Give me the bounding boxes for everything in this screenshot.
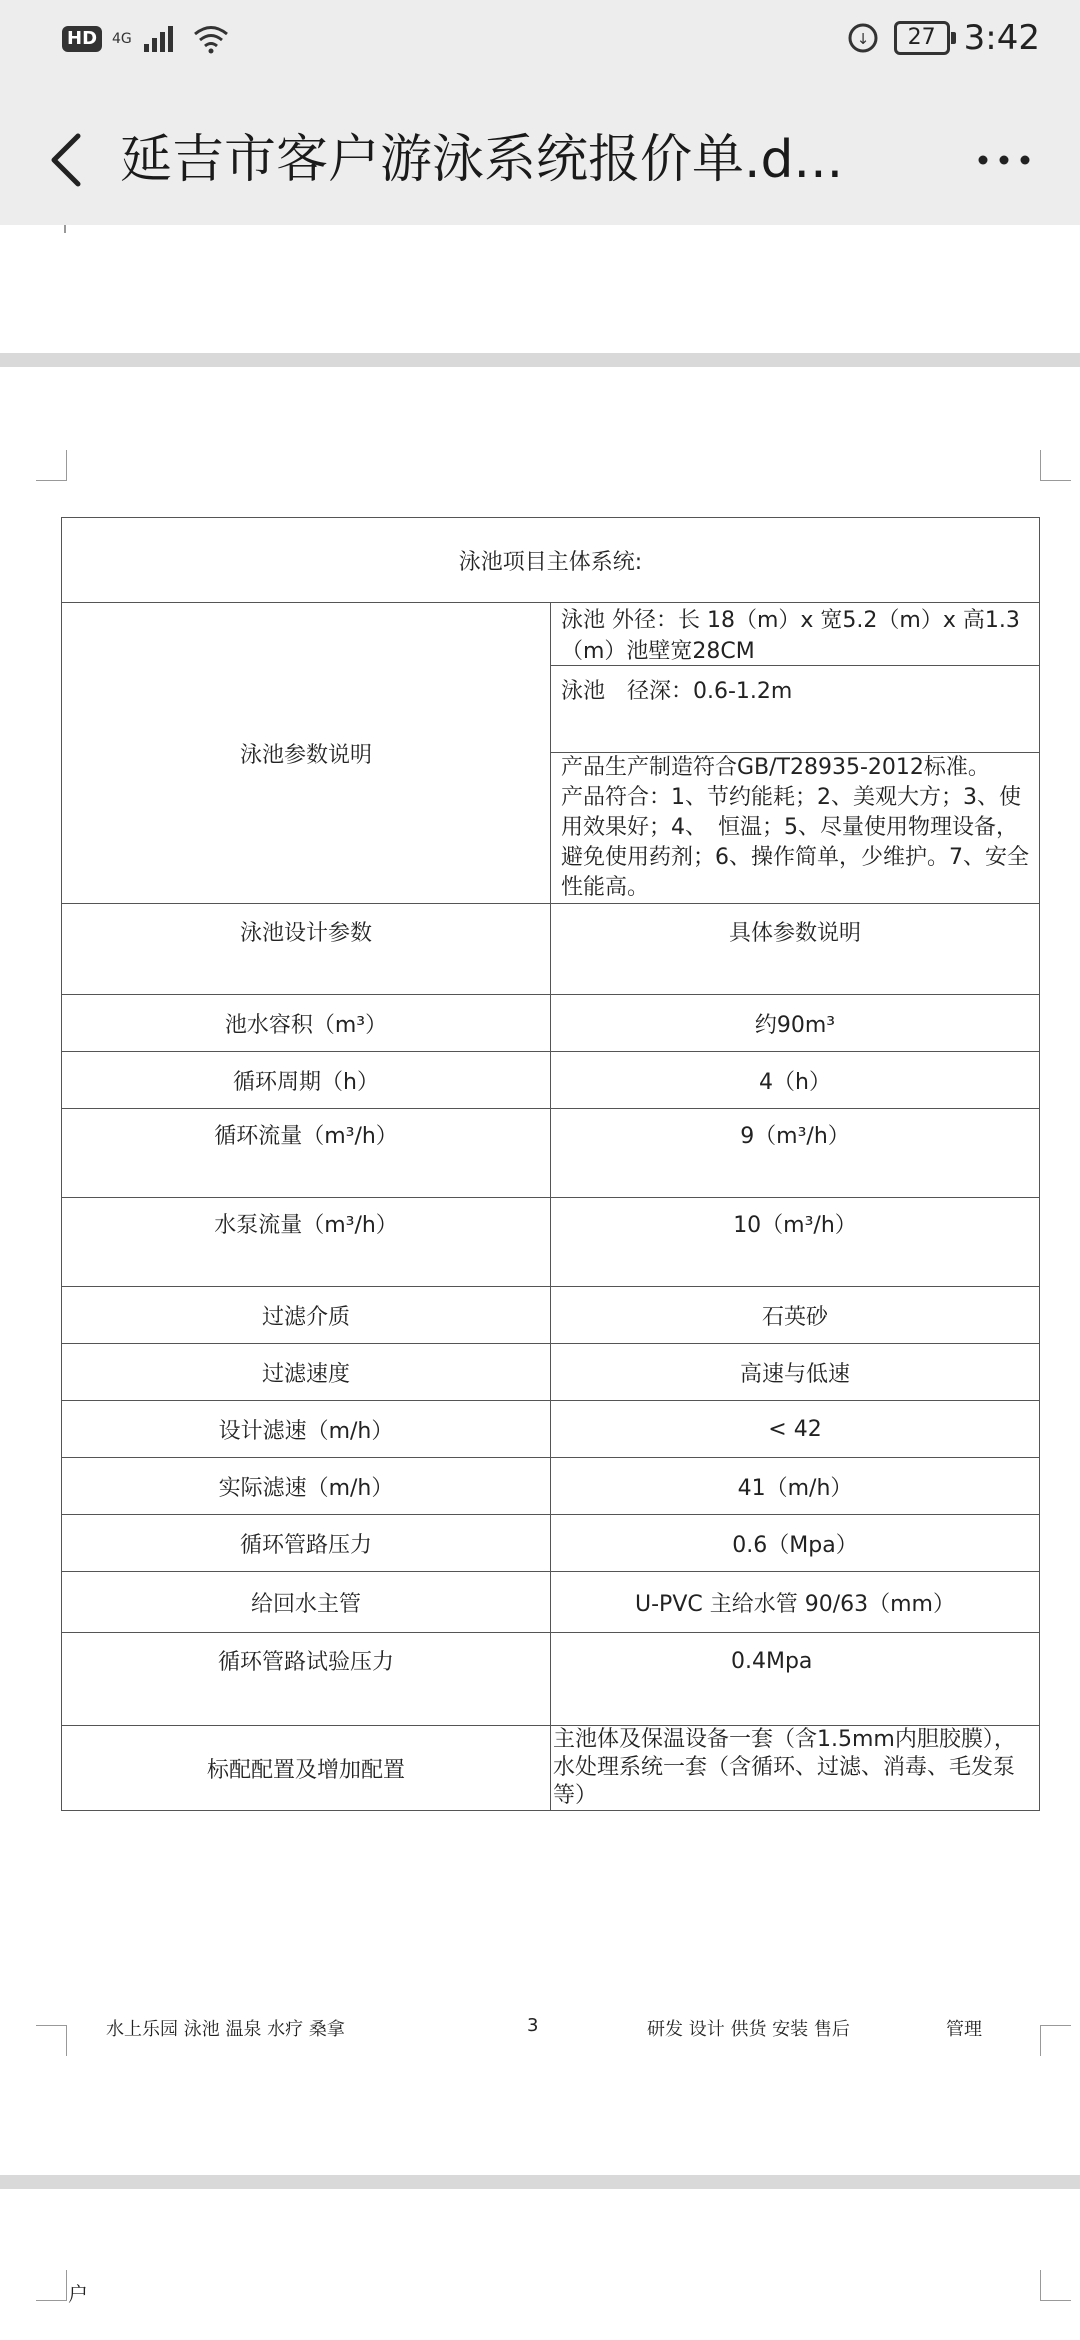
row-label: 循环流量（m³/h） — [62, 1109, 551, 1198]
document-title: 延吉市客户游泳系统报价单.d... — [120, 130, 844, 190]
param-line-1: 泳池 外径：长 18（m）x 宽5.2（m）x 高1.3（m）池壁宽28CM — [551, 603, 1040, 666]
row-value: 主池体及保温设备一套（含1.5mm内胆胶膜），水处理系统一套（含循环、过滤、消毒、毛发泵等） — [551, 1726, 1040, 1811]
row-label: 过滤介质 — [62, 1287, 551, 1344]
row-label: 设计滤速（m/h） — [62, 1401, 551, 1458]
back-button[interactable] — [36, 120, 96, 200]
spec-table — [61, 517, 1040, 1811]
table-row — [62, 603, 1040, 666]
param-line-2: 泳池 径深：0.6-1.2m — [551, 666, 1040, 753]
table-row — [62, 1633, 1040, 1726]
page-separator — [0, 353, 1080, 367]
row-value: 10（m³/h） — [551, 1198, 1040, 1287]
design-value: 具体参数说明 — [551, 904, 1040, 995]
wifi-icon — [192, 24, 230, 54]
page-corner-mark — [36, 2025, 67, 2056]
row-value: 0.4Mpa — [551, 1633, 1040, 1726]
back-arrow-icon — [48, 132, 84, 188]
page-separator — [0, 2175, 1080, 2189]
row-label: 循环周期（h） — [62, 1052, 551, 1109]
product-standard: 产品生产制造符合GB/T28935-2012标准。 — [561, 755, 990, 780]
page-corner-mark — [1040, 450, 1071, 481]
table-row — [62, 1401, 1040, 1458]
table-title: 泳池项目主体系统: — [62, 518, 1040, 603]
top-bar — [0, 0, 1080, 225]
page-corner-mark — [36, 450, 67, 481]
table-row — [62, 1198, 1040, 1287]
data-saver-icon — [846, 21, 880, 55]
page-corner-mark — [36, 2270, 67, 2301]
row-label: 过滤速度 — [62, 1344, 551, 1401]
table-row — [62, 1052, 1040, 1109]
next-page-text: 户 — [68, 2282, 88, 2306]
clock: 3:42 — [963, 18, 1040, 58]
row-value: 41（m/h） — [551, 1458, 1040, 1515]
row-label: 水泵流量（m³/h） — [62, 1198, 551, 1287]
page-footer — [0, 2015, 1080, 2055]
status-bar — [0, 0, 1080, 80]
previous-page-tick — [64, 225, 66, 233]
table-row — [62, 1726, 1040, 1811]
page-corner-mark — [1040, 2270, 1071, 2301]
status-left — [62, 24, 230, 54]
battery-indicator: 27 — [894, 21, 950, 55]
more-options-button[interactable] — [964, 120, 1044, 200]
table-row — [62, 1458, 1040, 1515]
table-row — [62, 1109, 1040, 1198]
row-value: 高速与低速 — [551, 1344, 1040, 1401]
table-row — [62, 904, 1040, 995]
row-label: 池水容积（m³） — [62, 995, 551, 1052]
signal-icon — [142, 24, 182, 54]
table-row — [62, 1515, 1040, 1572]
status-right — [846, 18, 1040, 58]
row-value: 石英砂 — [551, 1287, 1040, 1344]
row-value: 约90m³ — [551, 995, 1040, 1052]
more-icon — [976, 153, 1032, 167]
table-title-row — [62, 518, 1040, 603]
row-value: 9（m³/h） — [551, 1109, 1040, 1198]
product-description — [551, 753, 1040, 904]
page-number: 3 — [527, 2015, 539, 2036]
svg-text:↓: ↓ — [856, 30, 869, 48]
table-row — [62, 995, 1040, 1052]
network-type: 4G — [112, 31, 132, 47]
row-value: < 42 — [551, 1401, 1040, 1458]
row-value: 4（h） — [551, 1052, 1040, 1109]
row-value: 0.6（Mpa） — [551, 1515, 1040, 1572]
row-value: U-PVC 主给水管 90/63（mm） — [551, 1572, 1040, 1633]
table-row — [62, 1572, 1040, 1633]
row-label: 循环管路试验压力 — [62, 1633, 551, 1726]
title-row — [0, 110, 1080, 200]
footer-left-text: 水上乐园 泳池 温泉 水疗 桑拿 — [106, 2019, 345, 2040]
hd-badge: HD — [62, 26, 102, 52]
page-corner-mark — [1040, 2025, 1071, 2056]
params-label: 泳池参数说明 — [62, 603, 551, 904]
row-label: 给回水主管 — [62, 1572, 551, 1633]
footer-middle-text: 研发 设计 供货 安装 售后 — [647, 2019, 850, 2040]
product-features: 产品符合：1、节约能耗；2、美观大方；3、使用效果好；4、 恒温；5、尽量使用物理设备，避免使用药剂；6、操作简单，少维护。7、安全性能高。 — [561, 785, 1029, 900]
design-label: 泳池设计参数 — [62, 904, 551, 995]
row-label: 循环管路压力 — [62, 1515, 551, 1572]
footer-right-text: 管理 — [946, 2019, 982, 2040]
row-label: 标配配置及增加配置 — [62, 1726, 551, 1811]
table-row — [62, 1344, 1040, 1401]
row-label: 实际滤速（m/h） — [62, 1458, 551, 1515]
table-row — [62, 1287, 1040, 1344]
